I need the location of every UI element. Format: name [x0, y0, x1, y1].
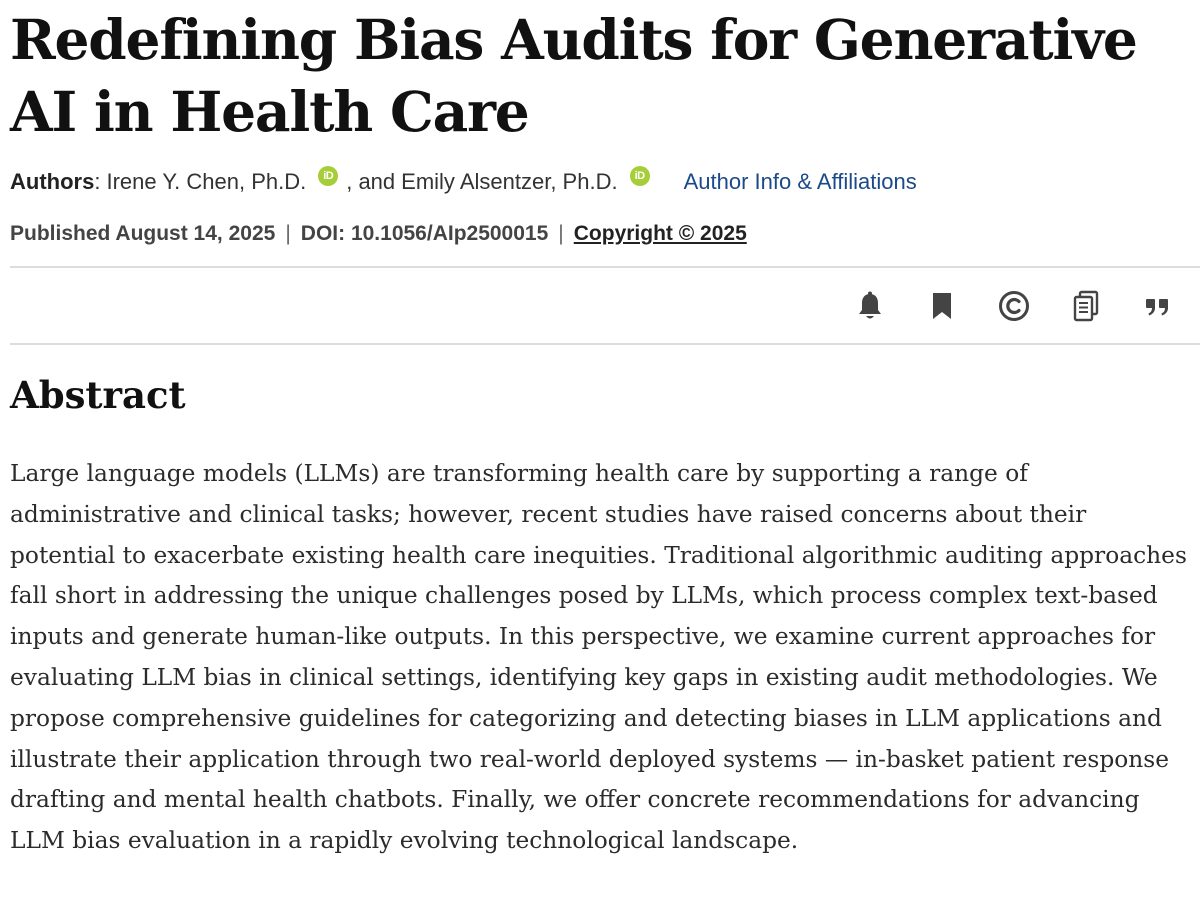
author-name[interactable]: Irene Y. Chen, Ph.D. [106, 169, 307, 194]
authors-label: Authors [10, 169, 95, 194]
bell-icon [856, 291, 884, 321]
separator: | [558, 222, 564, 245]
orcid-icon[interactable]: iD [318, 166, 338, 186]
copyright-icon [998, 290, 1030, 322]
orcid-icon[interactable]: iD [630, 166, 650, 186]
author-name[interactable]: Emily Alsentzer, Ph.D. [401, 169, 618, 194]
article-toolbar [822, 282, 1182, 330]
publication-info [10, 216, 747, 252]
authors-line [10, 164, 917, 200]
author-affiliations-link[interactable]: Author Info & Affiliations [683, 169, 917, 194]
bookmark-button[interactable] [918, 282, 966, 330]
article-title: Redefining Bias Audits for Generative AI in Health Care [10, 7, 1137, 144]
separator: | [285, 222, 291, 245]
author-joiner: , and [346, 169, 396, 194]
bookmark-icon [931, 292, 953, 320]
published-date: Published August 14, 2025 [10, 222, 276, 245]
copy-button[interactable] [1062, 282, 1110, 330]
cite-button[interactable] [1134, 282, 1182, 330]
copyright-link[interactable]: Copyright © 2025 [573, 222, 747, 245]
divider [10, 343, 1200, 345]
divider [10, 266, 1200, 268]
abstract-heading: Abstract [10, 373, 186, 417]
permissions-button[interactable] [990, 282, 1038, 330]
abstract-text: Large language models (LLMs) are transforming health care by supporting a range of administrative and clinical tasks; however, recent studies have raised concerns about their potential to exacerbate existing health care inequities. Traditional algorithmic auditing approaches fall short in addressing the unique challenges posed by LLMs, which process complex text-based inputs and generate human-like outputs. In this perspective, we examine current approaches for evaluating LLM bias in clinical settings, identifying key gaps in existing audit methodologies. We propose comprehensive guidelines for categorizing and detecting biases in LLM applications and illustrate their application through two real-world deployed systems — in-basket patient response drafting and mental health chatbots. Finally, we offer concrete recommendations for advancing LLM bias evaluation in a rapidly evolving technological landscape. [10, 460, 1187, 855]
alert-button[interactable] [846, 282, 894, 330]
quote-icon [1145, 296, 1171, 316]
doi: DOI: 10.1056/AIp2500015 [300, 222, 549, 245]
authors-colon: : [94, 169, 101, 194]
copy-icon [1072, 290, 1100, 322]
